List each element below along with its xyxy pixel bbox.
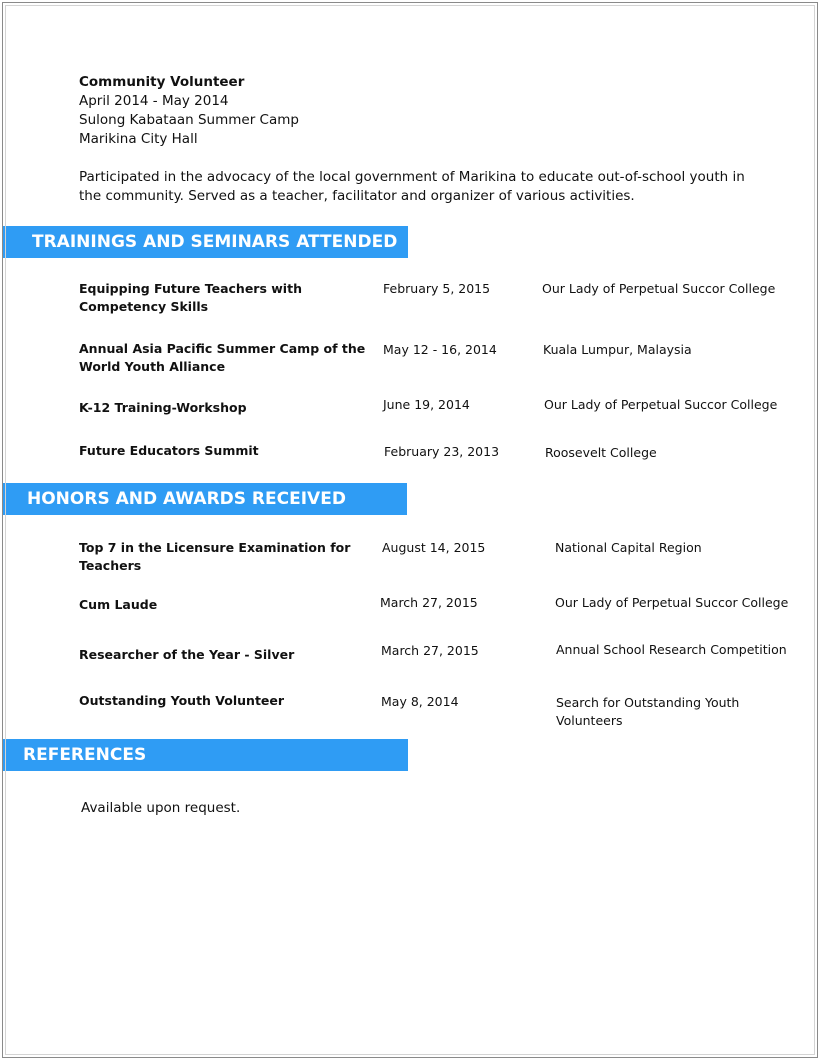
honor-name: Cum Laude (79, 597, 158, 612)
references-text: Available upon request. (81, 800, 241, 816)
honor-location (556, 694, 739, 730)
training-name-line: Annual Asia Pacific Summer Camp of the (79, 341, 366, 356)
honor-location-line: Volunteers (556, 713, 623, 728)
honor-date: August 14, 2015 (382, 540, 486, 555)
training-name-line: World Youth Alliance (79, 359, 226, 374)
training-name: Future Educators Summit (79, 443, 259, 458)
honor-location: Annual School Research Competition (556, 642, 787, 657)
training-date: June 19, 2014 (383, 397, 470, 412)
training-name (79, 280, 302, 316)
training-name (79, 340, 365, 376)
trainings-heading: TRAININGS AND SEMINARS ATTENDED (3, 226, 408, 258)
training-location: Kuala Lumpur, Malaysia (543, 342, 692, 357)
honor-location-line: Search for Outstanding Youth (556, 695, 740, 710)
experience-role: Community Volunteer (79, 74, 245, 90)
honor-name-line: Teachers (79, 558, 142, 573)
honors-heading: HONORS AND AWARDS RECEIVED (3, 483, 407, 515)
training-date: February 23, 2013 (384, 444, 500, 459)
honor-date: May 8, 2014 (381, 694, 459, 709)
honor-name: Outstanding Youth Volunteer (79, 693, 285, 708)
training-date: February 5, 2015 (383, 281, 491, 296)
honor-location: National Capital Region (555, 540, 702, 555)
honor-date: March 27, 2015 (381, 643, 479, 658)
training-name-line: Equipping Future Teachers with (79, 281, 302, 296)
experience-place: Marikina City Hall (79, 131, 198, 147)
honor-date: March 27, 2015 (380, 595, 478, 610)
references-heading: REFERENCES (3, 739, 408, 771)
honor-name-line: Top 7 in the Licensure Examination for (79, 540, 351, 555)
resume-page (2, 2, 818, 1058)
training-location: Our Lady of Perpetual Succor College (542, 281, 776, 296)
experience-dates: April 2014 - May 2014 (79, 93, 229, 109)
experience-program: Sulong Kabataan Summer Camp (79, 112, 299, 128)
training-name: K-12 Training-Workshop (79, 400, 247, 415)
training-location: Roosevelt College (545, 445, 657, 460)
training-location: Our Lady of Perpetual Succor College (544, 397, 778, 412)
experience-description: Participated in the advocacy of the local government of Marikina to educate out-of-school youth in the community. Served as a teacher, facilitator and organizer of various activities. (79, 169, 745, 204)
training-date: May 12 - 16, 2014 (383, 342, 497, 357)
honor-location: Our Lady of Perpetual Succor College (555, 595, 789, 610)
honor-name (79, 539, 350, 575)
training-name-line: Competency Skills (79, 299, 209, 314)
honor-name: Researcher of the Year - Silver (79, 647, 295, 662)
